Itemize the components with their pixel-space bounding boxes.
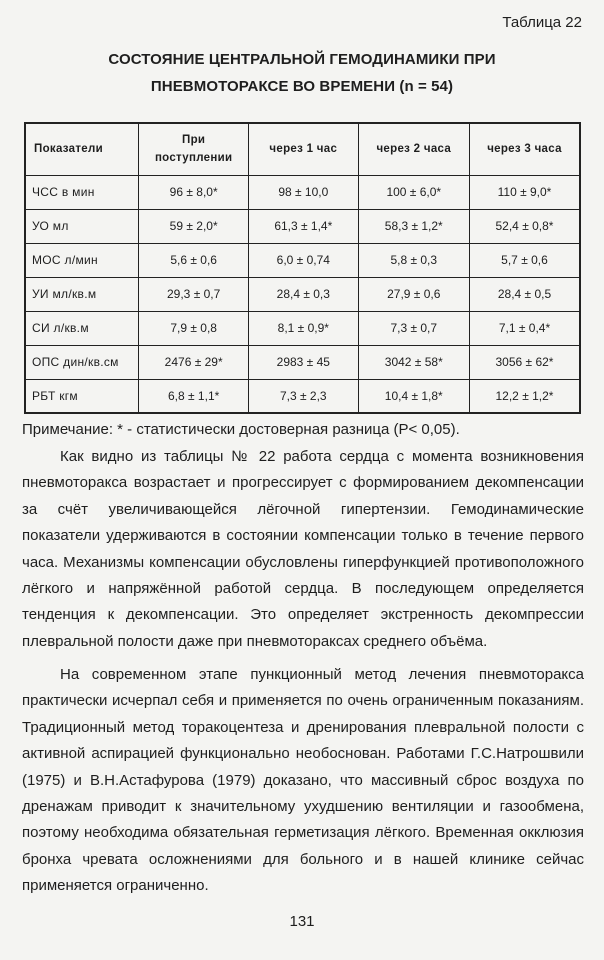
table-cell: 27,9 ± 0,6	[358, 277, 469, 311]
table-row	[25, 345, 580, 379]
table-cell: 7,1 ± 0,4*	[469, 311, 580, 345]
row-label: УИ мл/кв.м	[25, 277, 139, 311]
row-label: МОС л/мин	[25, 243, 139, 277]
table-cell: 96 ± 8,0*	[139, 175, 249, 209]
table-cell: 7,9 ± 0,8	[139, 311, 249, 345]
page-number: 131	[289, 913, 315, 930]
table-cell: 98 ± 10,0	[249, 175, 358, 209]
table-cell: 7,3 ± 2,3	[249, 379, 358, 413]
title-line-1: СОСТОЯНИЕ ЦЕНТРАЛЬНОЙ ГЕМОДИНАМИКИ ПРИ	[108, 51, 496, 68]
table-cell: 29,3 ± 0,7	[139, 277, 249, 311]
table-cell: 59 ± 2,0*	[139, 209, 249, 243]
paragraph-2: На современном этапе пункционный метод лечения пневмоторакса практически исчерпал себя и применяется по очень ограниченным показаниям. Традиционный метод торакоцентеза и дренирования плевральной полости с активной аспирацией функционально необоснован. Работами Г.С.Натрошвили (1975) и В.Н.Астафурова (1979) доказано, что массивный сброс воздуха по дренажам приводит к значительному ухудшению вентиляции и газообмена, поэтому необходима обязательная герметизация лёгкого. Временная окклюзия бронха чревата осложнениями для больного и в нашей клинике сейчас применяется ограниченно.	[22, 666, 584, 895]
row-label: РБТ кгм	[25, 379, 139, 413]
table-row	[25, 379, 580, 413]
row-label: СИ л/кв.м	[25, 311, 139, 345]
table-row	[25, 243, 580, 277]
table-cell: 2476 ± 29*	[139, 345, 249, 379]
table-cell: 28,4 ± 0,5	[469, 277, 580, 311]
row-label: ЧСС в мин	[25, 175, 139, 209]
row-label: ОПС дин/кв.см	[25, 345, 139, 379]
table-cell: 5,8 ± 0,3	[358, 243, 469, 277]
table-cell: 3042 ± 58*	[358, 345, 469, 379]
table-cell: 6,0 ± 0,74	[249, 243, 358, 277]
table-cell: 8,1 ± 0,9*	[249, 311, 358, 345]
table-cell: 5,7 ± 0,6	[469, 243, 580, 277]
table-cell: 10,4 ± 1,8*	[358, 379, 469, 413]
header-indicators: Показатели	[25, 123, 139, 175]
table-row	[25, 175, 580, 209]
table-header-row	[25, 123, 580, 175]
table-cell: 3056 ± 62*	[469, 345, 580, 379]
table-cell: 2983 ± 45	[249, 345, 358, 379]
table-cell: 12,2 ± 1,2*	[469, 379, 580, 413]
table-cell: 100 ± 6,0*	[358, 175, 469, 209]
row-label: УО мл	[25, 209, 139, 243]
page-title	[0, 46, 604, 100]
header-2-hours: через 2 часа	[358, 123, 469, 175]
header-1-hour: через 1 час	[249, 123, 358, 175]
table-cell: 61,3 ± 1,4*	[249, 209, 358, 243]
table-cell: 110 ± 9,0*	[469, 175, 580, 209]
table-row	[25, 209, 580, 243]
table-label: Таблица 22	[502, 14, 582, 31]
paragraph-1: Как видно из таблицы № 22 работа сердца с момента возникновения пневмоторакса возрастает и прогрессирует с формированием декомпенсации за счёт увеличивающейся лёгочной гипертензии. Гемодинамические показатели удерживаются в состоянии компенсации только в течение первого часа. Механизмы компенсации обусловлены гиперфункцией противоположного лёгкого и напряжённой работой сердца. В последующем определяется тенденция к декомпенсации. Это определяет экстренность декомпрессии плевральной полости даже при пневмотораксах среднего объёма.	[22, 448, 584, 650]
table-cell: 5,6 ± 0,6	[139, 243, 249, 277]
table-cell: 52,4 ± 0,8*	[469, 209, 580, 243]
table-row	[25, 277, 580, 311]
table-cell: 6,8 ± 1,1*	[139, 379, 249, 413]
table-cell: 58,3 ± 1,2*	[358, 209, 469, 243]
header-admission: При поступлении	[139, 123, 249, 175]
table-cell: 7,3 ± 0,7	[358, 311, 469, 345]
table-cell: 28,4 ± 0,3	[249, 277, 358, 311]
title-line-2: ПНЕВМОТОРАКСЕ ВО ВРЕМЕНИ (n = 54)	[150, 78, 454, 95]
header-3-hours: через 3 часа	[469, 123, 580, 175]
table-row	[25, 311, 580, 345]
hemodynamics-table	[24, 122, 581, 414]
table-note: Примечание: * - статистически достоверная разница (P< 0,05).	[22, 421, 460, 438]
